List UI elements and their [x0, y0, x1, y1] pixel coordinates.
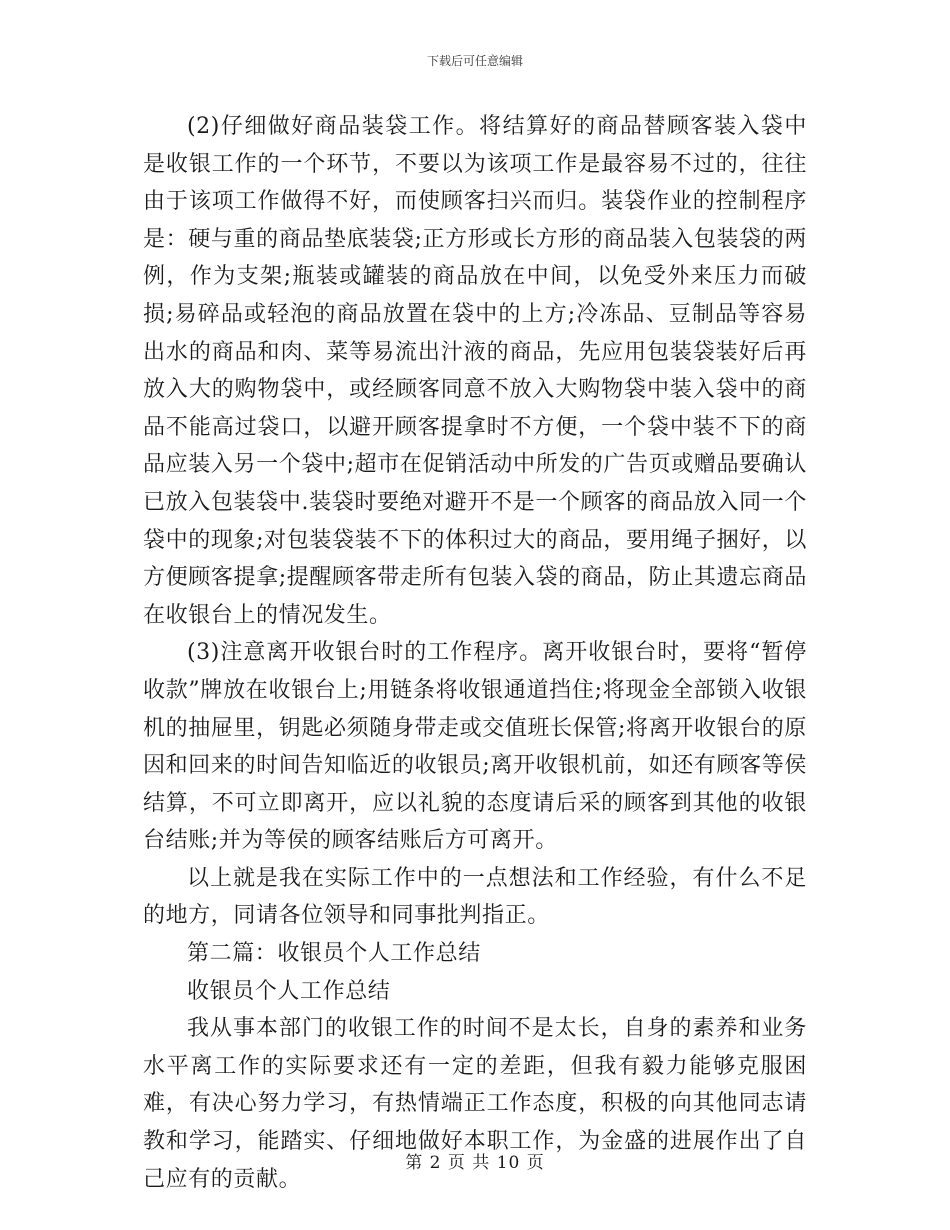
paragraph-intro: 我从事本部门的收银工作的时间不是太长，自身的素养和业务水平离工作的实际要求还有一定的差距，但我有毅力能够克服困难，有决心努力学习，有热情端正工作态度，积极的向其他同志请教和学习，能踏实、仔细地做好本职工作，为金盛的进展作出了自己应有的贡献。 — [143, 1016, 807, 1192]
section-title: 收银员个人工作总结 — [187, 978, 391, 1004]
page-header: 下载后可任意编辑 — [426, 54, 523, 68]
paragraph-leaving-register: (3)注意离开收银台时的工作程序。离开收银台时，要将“暂停收款”牌放在收银台上;用链条将收银通道挡住;将现金全部锁入收银机的抽屉里，钥匙必须随身带走或交值班长保管;将离开收银台的原因和回来的时间告知临近的收银员;离开收银机前，如还有顾客等侯结算，不可立即离开，应以礼貌的态度请后采的顾客到其他的收银台结账;并为等侯的顾客结账后方可离开。 — [143, 640, 807, 854]
section-heading-part-two: 第二篇：收银员个人工作总结 — [187, 941, 481, 967]
paragraph-closing-remarks: 以上就是我在实际工作中的一点想法和工作经验，有什么不足的地方，同请各位领导和同事批判指正。 — [143, 865, 807, 929]
page-number: 第 2 页 共 10 页 — [405, 1153, 545, 1173]
document-body — [143, 108, 807, 1198]
paragraph-bagging: (2)仔细做好商品装袋工作。将结算好的商品替顾客装入袋中是收银工作的一个环节，不要以为该项工作是最容易不过的，往往由于该项工作做得不好，而使顾客扫兴而归。装袋作业的控制程序是：硬与重的商品垫底装袋;正方形或长方形的商品装入包装袋的两例，作为支架;瓶装或罐装的商品放在中间，以免受外来压力而破损;易碎品或轻泡的商品放置在袋中的上方;冷冻品、豆制品等容易出水的商品和肉、菜等易流出汁液的商品，先应用包装袋装好后再放入大的购物袋中，或经顾客同意不放入大购物袋中装入袋中的商品不能高过袋口，以避开顾客提拿时不方便，一个袋中装不下的商品应装入另一个袋中;超市在促销活动中所发的广告页或赠品要确认已放入包装袋中.装袋时要绝对避开不是一个顾客的商品放入同一个袋中的现象;对包装袋装不下的体积过大的商品，要用绳子捆好，以方便顾客提拿;提醒顾客带走所有包装入袋的商品，防止其遗忘商品在收银台上的情况发生。 — [143, 114, 807, 628]
